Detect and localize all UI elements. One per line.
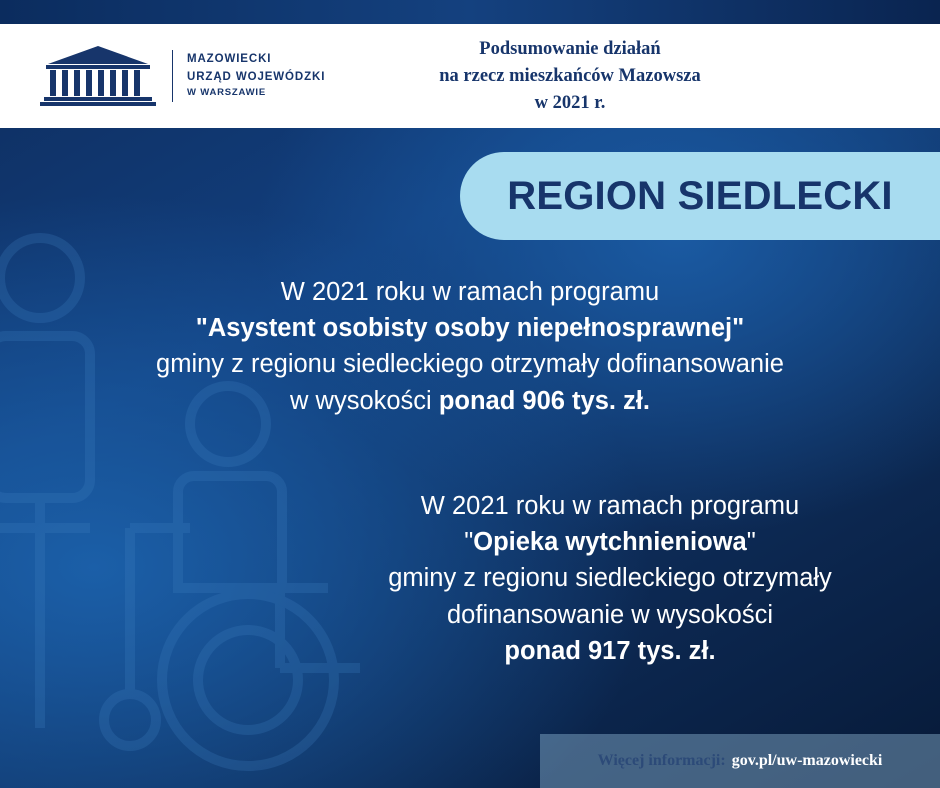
text-line: [230, 488, 940, 524]
text-line: [70, 346, 870, 382]
text-run: W 2021 roku w ramach programu: [280, 278, 660, 306]
text-run: gminy z regionu siedleckiego otrzymały dofinansowanie: [156, 350, 784, 379]
text-line: [230, 633, 940, 669]
text-line: [230, 597, 940, 633]
header-title-line-3: w 2021 r.: [534, 92, 606, 113]
text-line: [230, 524, 940, 560]
text-run-bold: "Asystent osobisty osoby niepełnosprawnej": [195, 314, 745, 343]
text-run-bold: ponad 917 tys. zł.: [504, 636, 716, 665]
top-strip: [0, 0, 940, 24]
header-title: [0, 36, 940, 116]
footer-bar: [540, 734, 940, 788]
region-banner-label: REGION SIEDLECKI: [507, 173, 893, 218]
text-run: ": [746, 528, 756, 557]
header-title-line-1: Podsumowanie działań: [479, 38, 661, 59]
text-line: [70, 383, 870, 419]
text-run: dofinansowanie w wysokości: [447, 600, 773, 629]
footer-label: Więcej informacji:: [597, 752, 726, 769]
header-bar: [0, 24, 940, 128]
logo-line-1: MAZOWIECKI: [187, 52, 272, 65]
text-run-bold: Opieka wytchnieniowa: [473, 528, 747, 557]
logo-line-3: W WARSZAWIE: [187, 87, 266, 99]
text-run: W 2021 roku w ramach programu: [420, 492, 800, 520]
program-block-opieka-wytchnieniowa: [230, 488, 940, 669]
logo-line-2: URZĄD WOJEWÓDZKI: [187, 70, 326, 83]
text-line: [70, 310, 870, 346]
text-line: [230, 560, 940, 596]
header-title-line-2: na rzecz mieszkańców Mazowsza: [439, 65, 701, 86]
program-block-asystent-osobisty: [70, 274, 870, 419]
text-line: [70, 274, 870, 310]
region-banner: [460, 152, 940, 240]
footer-url[interactable]: gov.pl/uw-mazowiecki: [731, 752, 883, 769]
text-run: ": [464, 528, 474, 557]
text-run-bold: ponad 906 tys. zł.: [438, 386, 650, 415]
text-run: gminy z regionu siedleckiego otrzymały: [388, 564, 832, 593]
text-run: w wysokości: [290, 386, 439, 415]
